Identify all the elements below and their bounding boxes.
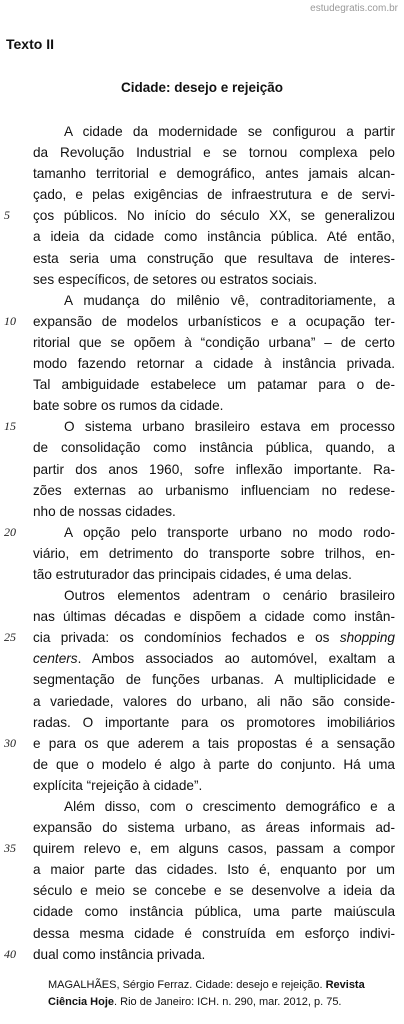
text-line (33, 859, 395, 880)
text-line (33, 543, 395, 564)
text-line (4, 944, 395, 965)
text-line (33, 121, 395, 142)
text-line (33, 353, 395, 374)
line-text: expansão de modelos urbanísticos e a ocupação ter- (33, 313, 395, 329)
text-line (33, 796, 395, 817)
line-number: 5 (4, 208, 10, 223)
line-text: e para os que aderem a tais propostas é a sensação (33, 735, 395, 751)
line-text: çado, e pelas exigências de infraestrutura e de servi- (33, 187, 395, 203)
line-text: a maior parte das cidades. Isto é, enquanto por um (33, 862, 395, 878)
text-line (4, 733, 395, 754)
line-text: centers. Ambos associados ao automóvel, exaltam a (33, 651, 395, 667)
article-title: Cidade: desejo e rejeição (120, 80, 284, 95)
line-text: cidade como instância pública, uma parte maiúscula (33, 904, 395, 920)
line-text: A opção pelo transporte urbano no modo rodo- (64, 524, 395, 540)
text-line (4, 205, 395, 226)
text-line (33, 691, 395, 712)
text-line (33, 606, 395, 627)
line-number: 40 (4, 946, 16, 961)
line-number: 15 (4, 419, 16, 434)
line-text: segmentação de funções urbanas. A multiplicidade e (33, 672, 395, 688)
line-text: O sistema urbano brasileiro estava em processo (64, 419, 395, 435)
line-text: zões externas ao urbanismo influenciam no redese- (33, 482, 395, 498)
line-text: de consolidação como instância pública, quando, a (33, 440, 395, 456)
line-text: de que o modelo é algo à parte do conjunto. Há uma (33, 756, 395, 772)
text-line (33, 754, 395, 775)
line-text: expansão do sistema urbano, as áreas informais ad- (33, 820, 395, 836)
text-line (33, 585, 395, 606)
text-line (33, 290, 395, 311)
text-line (33, 163, 395, 184)
text-line (33, 669, 395, 690)
line-text: ses específicos, de setores ou estratos sociais. (33, 271, 318, 287)
line-text: esta seria uma construção que resultava de interes- (33, 250, 395, 266)
line-text: ritorial que se opõem à “condição urbana” – de certo (33, 334, 395, 350)
line-number: 25 (4, 630, 16, 645)
text-line (33, 332, 395, 353)
line-text: a ideia da cidade como instância pública. Até então, (33, 229, 395, 245)
line-number: 20 (4, 524, 16, 539)
source-details: . Rio de Janeiro: ICH. n. 290, mar. 2012, p. 75. (114, 996, 342, 1008)
line-text: cia privada: os condomínios fechados e os shopping (33, 630, 395, 646)
line-text: radas. O importante para os promotores imobiliários (33, 714, 395, 730)
source-citation (48, 977, 400, 1011)
text-line (33, 142, 395, 163)
line-text: quirem relevo e, em alguns casos, passam a compor (33, 841, 395, 857)
line-text: século e meio se concebe e se desenvolve a ideia da (33, 883, 395, 899)
text-line (4, 627, 395, 648)
text-line (33, 775, 395, 796)
text-line (33, 269, 395, 290)
line-text: tamanho territorial e demográfico, antes jamais alcan- (33, 166, 395, 182)
text-line (33, 374, 395, 395)
text-line (33, 901, 395, 922)
text-line (33, 712, 395, 733)
line-text: a variedade, valores do urbano, ali não são conside- (33, 693, 395, 709)
line-number: 35 (4, 841, 16, 856)
line-text: Outros elementos adentram o cenário brasileiro (64, 588, 395, 604)
line-text: A mudança do milênio vê, contraditoriamente, a (64, 292, 395, 308)
text-line (33, 395, 395, 416)
line-number: 10 (4, 313, 16, 328)
line-text: explícita “rejeição à cidade”. (33, 777, 203, 793)
line-text: dessa mesma cidade é construída em esforço indivi- (33, 925, 395, 941)
source-author: MAGALHÃES, Sérgio Ferraz. Cidade: desejo e rejeição. (48, 979, 326, 991)
line-text: Além disso, com o crescimento demográfico e a (64, 799, 395, 814)
text-line (4, 838, 395, 859)
text-heading: Texto II (6, 36, 54, 52)
text-line (33, 480, 395, 501)
text-line (33, 923, 395, 944)
text-line (33, 248, 395, 269)
text-line (33, 226, 395, 247)
text-line (33, 437, 395, 458)
text-line (33, 459, 395, 480)
article-body (4, 121, 395, 965)
text-line (33, 501, 395, 522)
line-text: dual como instância privada. (33, 946, 206, 962)
text-line (4, 522, 395, 543)
text-line (33, 880, 395, 901)
line-text: A cidade da modernidade se configurou a partir (64, 124, 395, 139)
line-text: nho de nossas cidades. (33, 503, 176, 519)
text-line (4, 416, 395, 437)
text-line (4, 311, 395, 332)
line-text: da Revolução Industrial e se tornou complexa pelo (33, 145, 395, 161)
text-line (33, 564, 395, 585)
text-line (33, 648, 395, 669)
line-text: ços públicos. No início do século XX, se generalizou (33, 208, 395, 224)
line-text: viário, em detrimento do transporte sobre trilhos, en- (33, 545, 395, 561)
line-text: tão estruturador das principais cidades, é uma delas. (33, 566, 352, 582)
text-line (33, 817, 395, 838)
line-text: modo fazendo retornar a cidade à instância privada. (33, 356, 395, 372)
line-text: Tal ambiguidade estabelece um patamar para o de- (33, 377, 395, 393)
line-number: 30 (4, 735, 16, 750)
text-line (33, 184, 395, 205)
line-text: partir dos anos 1960, sofre inflexão importante. Ra- (33, 461, 395, 477)
source-journal: Revista Ciência Hoje (48, 979, 365, 1008)
line-text: nas últimas décadas e dispõem a cidade como instân- (33, 609, 395, 625)
site-watermark: estudegratis.com.br (310, 3, 398, 14)
line-text: bate sobre os rumos da cidade. (33, 398, 224, 414)
